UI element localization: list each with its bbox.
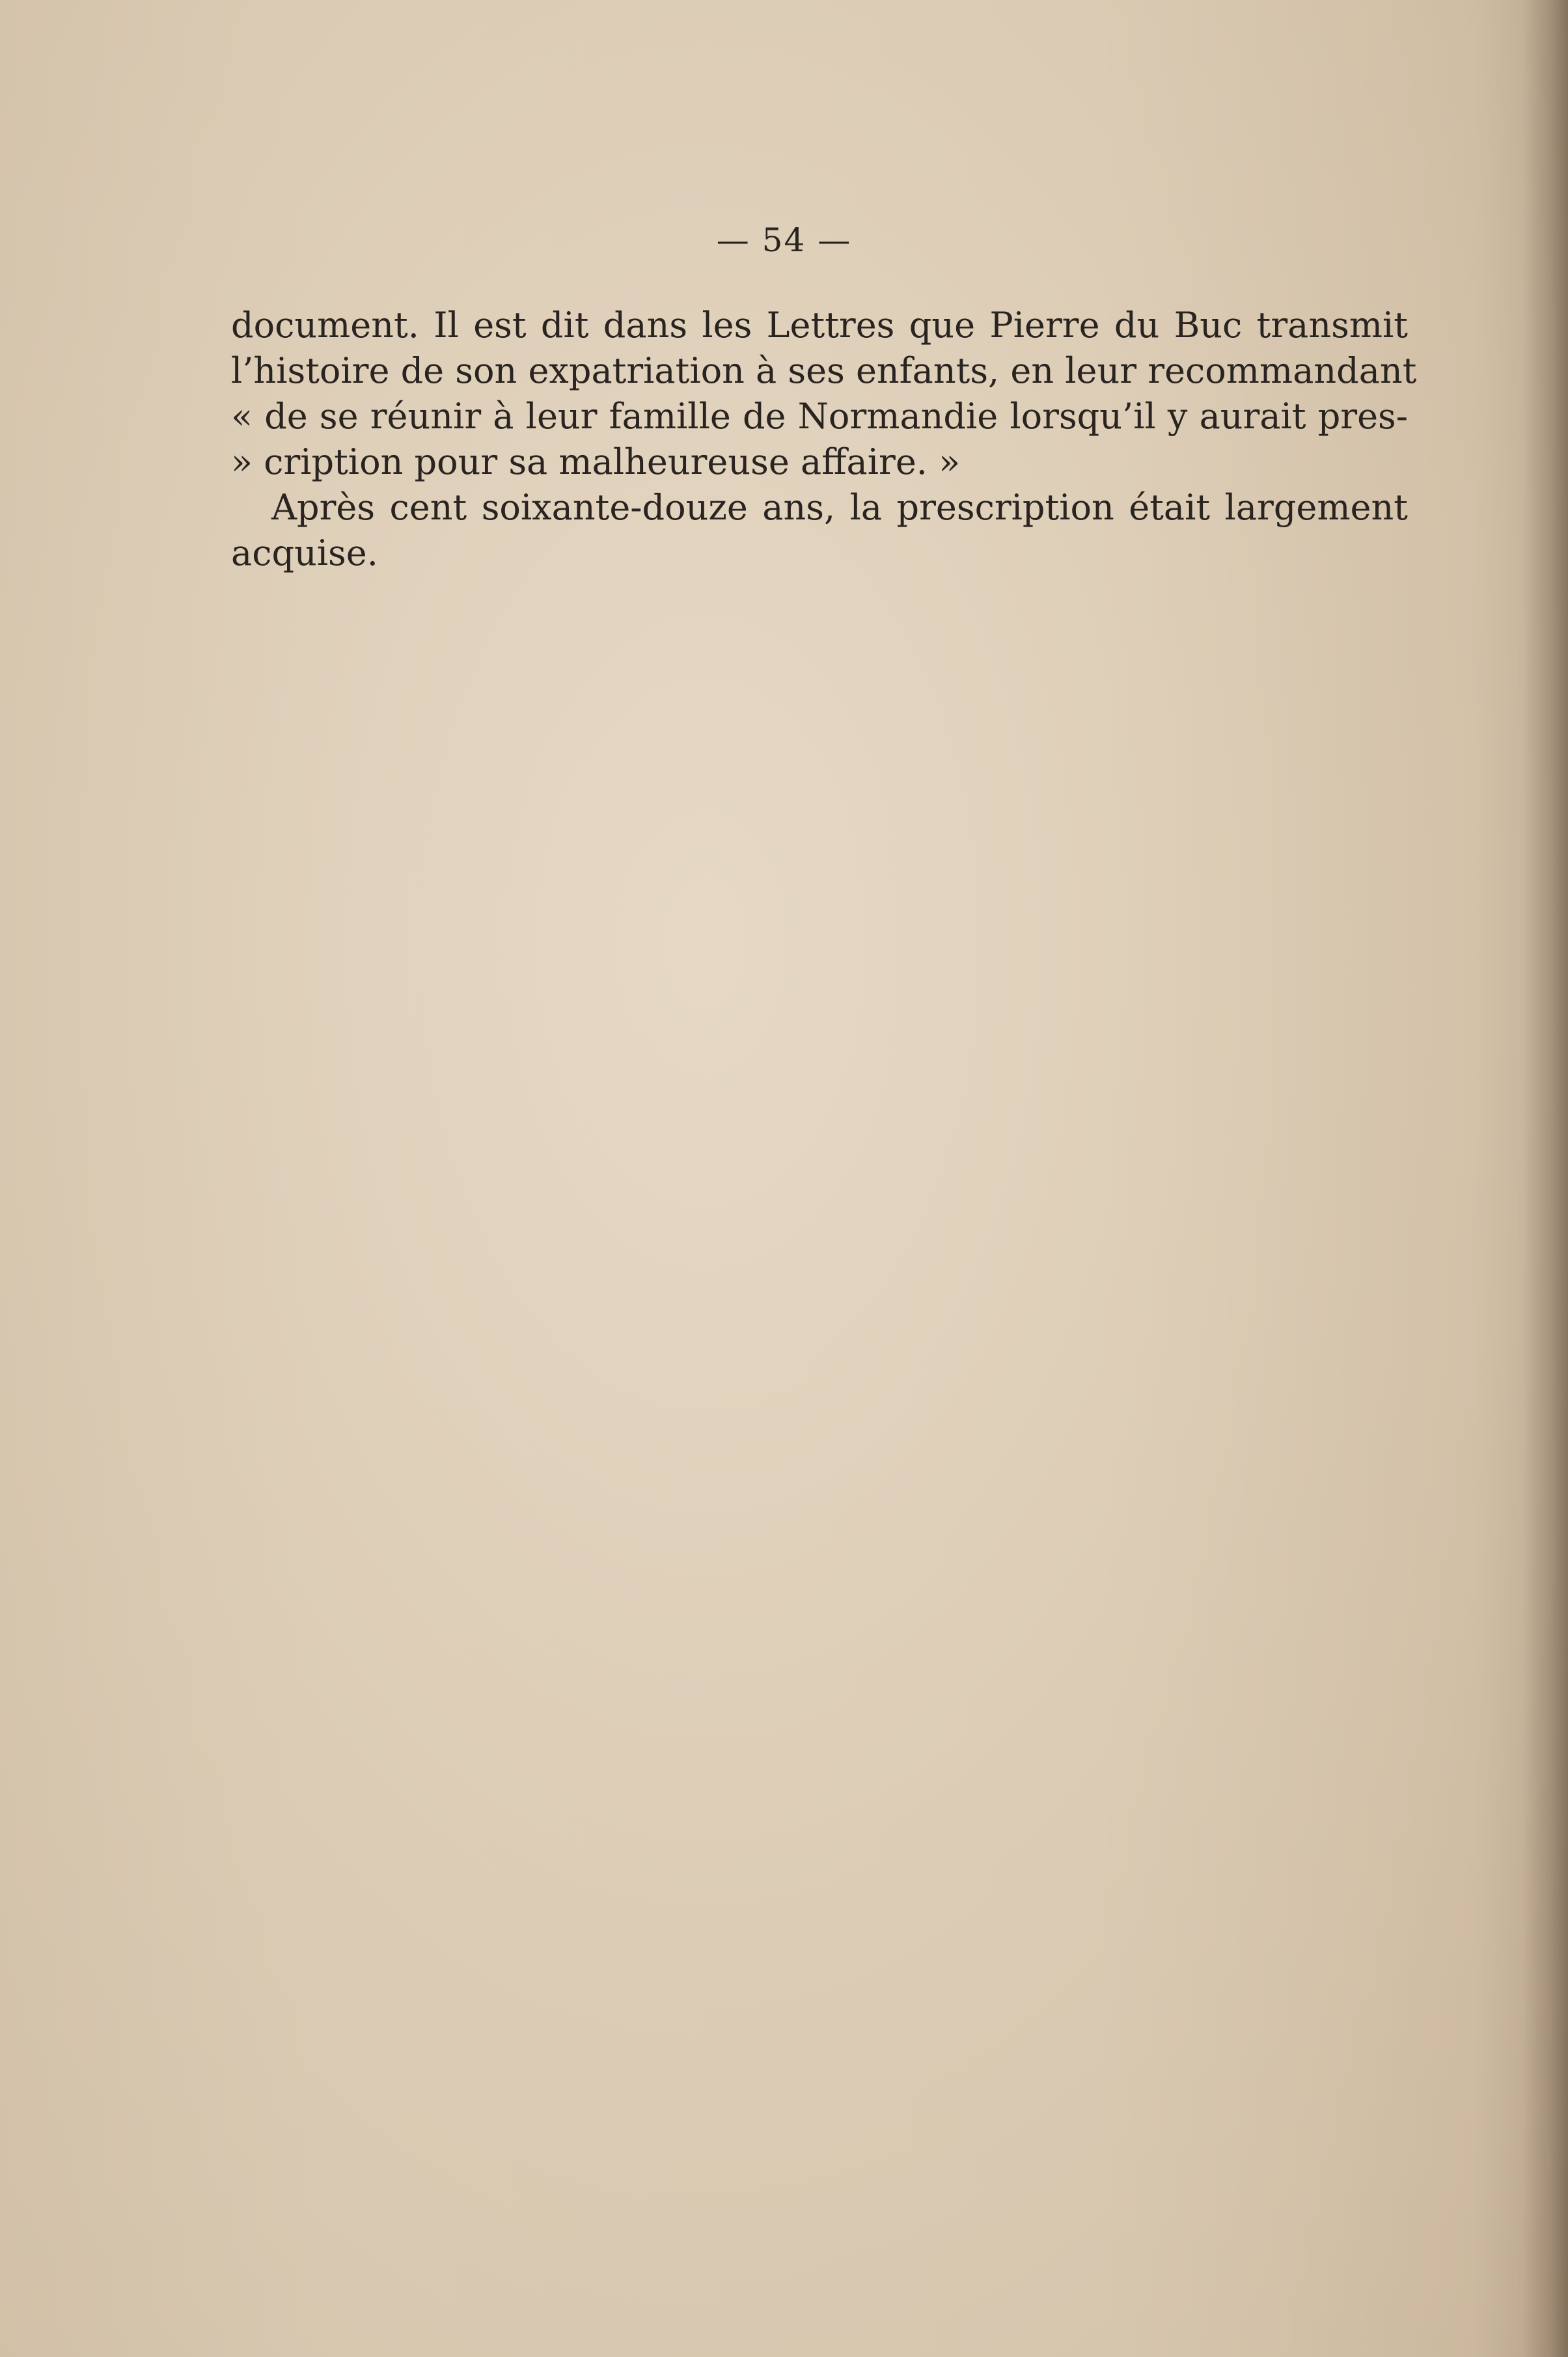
body-text xyxy=(231,303,1417,576)
text-line: » cription pour sa malheureuse affaire. » xyxy=(231,441,961,482)
text-line: Après cent soixante-douze ans, la prescription était largement xyxy=(271,487,1408,528)
page-edge-shadow xyxy=(1522,0,1568,2357)
text-line: acquise. xyxy=(231,532,378,573)
text-line: document. Il est dit dans les Lettres que Pierre du Buc transmit xyxy=(231,305,1408,346)
page-number: — 54 — xyxy=(716,221,852,259)
text-line: l’histoire de son expatriation à ses enfants, en leur recommandant xyxy=(231,350,1417,391)
text-line: « de se réunir à leur famille de Normandie lorsqu’il y aurait pres- xyxy=(231,396,1408,437)
